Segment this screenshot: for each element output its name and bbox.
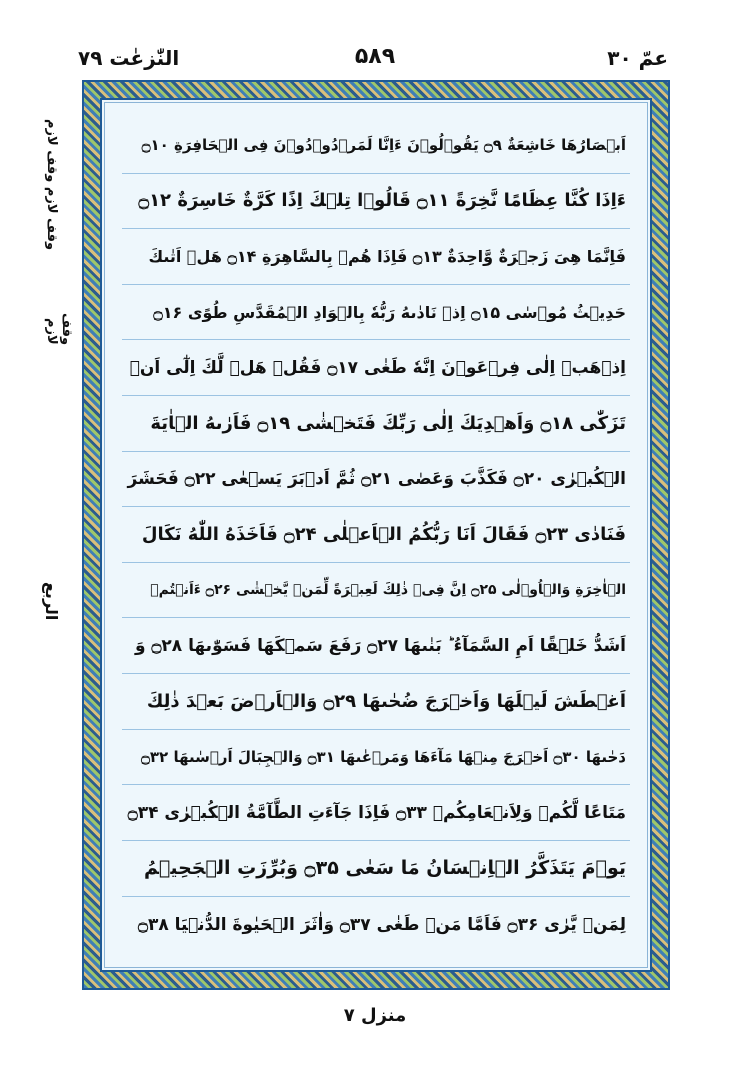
text-line: ءَاِذَا كُنَّا عِظَامًا نَّخِرَةً ۝۱۱ قَالُوۡا تِلۡكَ اِذًا كَرَّةٌ خَاسِرَةٌ ۝۱۲ bbox=[122, 174, 630, 230]
text-line: حَدِيۡثُ مُوۡسٰى ۝۱۵ اِذۡ نَادٰٮهُ رَبُّهٗ بِالۡوَادِ الۡمُقَدَّسِ طُوًى ۝۱۶ bbox=[122, 285, 630, 341]
text-line: الۡكُبۡرٰى ۝۲۰ فَكَذَّبَ وَعَصٰى ۝۲۱ ثُمَّ اَدۡبَرَ يَسۡعٰى ۝۲۲ فَحَشَرَ bbox=[122, 452, 630, 508]
text-line: اَشَدُّ خَلۡقًا اَمِ السَّمَآءُ ؕ بَنٰٮهَا ۝۲۷ رَفَعَ سَمۡكَهَا فَسَوّٰٮهَا ۝۲۸ وَ bbox=[122, 618, 630, 674]
text-line: مَتَاعًا لَّكُمۡ وَلِاَنۡعَامِكُمۡ ۝۳۳ فَاِذَا جَآءَتِ الطَّآمَّةُ الۡكُبۡرٰى ۝۳۴ bbox=[122, 785, 630, 841]
text-line: تَزَكّٰى ۝۱۸ وَاَهۡدِيَكَ اِلٰى رَبِّكَ فَتَخۡشٰى ۝۱۹ فَاَرٰٮهُ الۡاٰيَةَ bbox=[122, 396, 630, 452]
text-line: اَغۡطَشَ لَيۡلَهَا وَاَخۡرَجَ ضُحٰٮهَا ۝۲۹ وَالۡاَرۡضَ بَعۡدَ ذٰلِكَ bbox=[122, 674, 630, 730]
text-line: الۡاٰخِرَةِ وَالۡاُوۡلٰى ۝۲۵ اِنَّ فِىۡ ذٰلِكَ لَعِبۡرَةً لِّمَنۡ يَّخۡشٰى ۝۲۶ ءَاَنۡتُمۡ bbox=[122, 563, 630, 619]
surah-name: النّٰزعٰت ۷۹ bbox=[78, 46, 180, 70]
page-header bbox=[0, 38, 750, 78]
text-line: يَوۡمَ يَتَذَكَّرُ الۡاِنۡسَانُ مَا سَعٰى ۝۳۵ وَبُرِّزَتِ الۡجَحِيۡمُ bbox=[122, 841, 630, 897]
text-line: اِذۡهَبۡ اِلٰى فِرۡعَوۡنَ اِنَّهٗ طَغٰى ۝۱۷ فَقُلۡ هَلۡ لَّكَ اِلٰٓى اَنۡ bbox=[122, 340, 630, 396]
text-line: فَنَادٰى ۝۲۳ فَقَالَ اَنَا رَبُّكُمُ الۡاَعۡلٰى ۝۲۴ فَاَخَذَهُ اللّٰهُ نَكَالَ bbox=[122, 507, 630, 563]
text-line: لِمَنۡ يَّرٰى ۝۳۶ فَاَمَّا مَنۡ طَغٰى ۝۳۷ وَاٰثَرَ الۡحَيٰوةَ الدُّنۡيَا ۝۳۸ bbox=[137, 914, 626, 935]
page-number: ۵۸۹ bbox=[354, 44, 396, 69]
quran-text-block bbox=[122, 118, 630, 952]
text-panel bbox=[100, 98, 652, 972]
decorative-border-frame bbox=[82, 80, 670, 990]
margin-waqf-note-2: وقف لازم bbox=[44, 312, 74, 345]
text-line: اَبۡصَارُهَا خَاشِعَةٌ ۝۹ يَقُوۡلُوۡنَ ءَاِنَّا لَمَرۡدُوۡدُوۡنَ فِى الۡحَافِرَةِ ۝۱۰ bbox=[122, 118, 630, 174]
text-line: فَاِنَّمَا هِىَ زَجۡرَةٌ وَّاحِدَةٌ ۝۱۳ فَاِذَا هُمۡ بِالسَّاهِرَةِ ۝۱۴ هَلۡ اَتٰٮكَ bbox=[122, 229, 630, 285]
margin-waqf-note: وقف لازم وقف لازم bbox=[44, 118, 59, 250]
text-line: دَحٰٮهَا ۝۳۰ اَخۡرَجَ مِنۡهَا مَآءَهَا وَمَرۡعٰٮهَا ۝۳۱ وَالۡجِبَالَ اَرۡسٰٮهَا ۝۳۲ bbox=[122, 730, 630, 786]
manzil-footer: منزل ۷ bbox=[343, 1005, 407, 1026]
ruku-marker: الربع bbox=[42, 581, 61, 620]
juz-name: عمّ ۳۰ bbox=[607, 46, 668, 70]
